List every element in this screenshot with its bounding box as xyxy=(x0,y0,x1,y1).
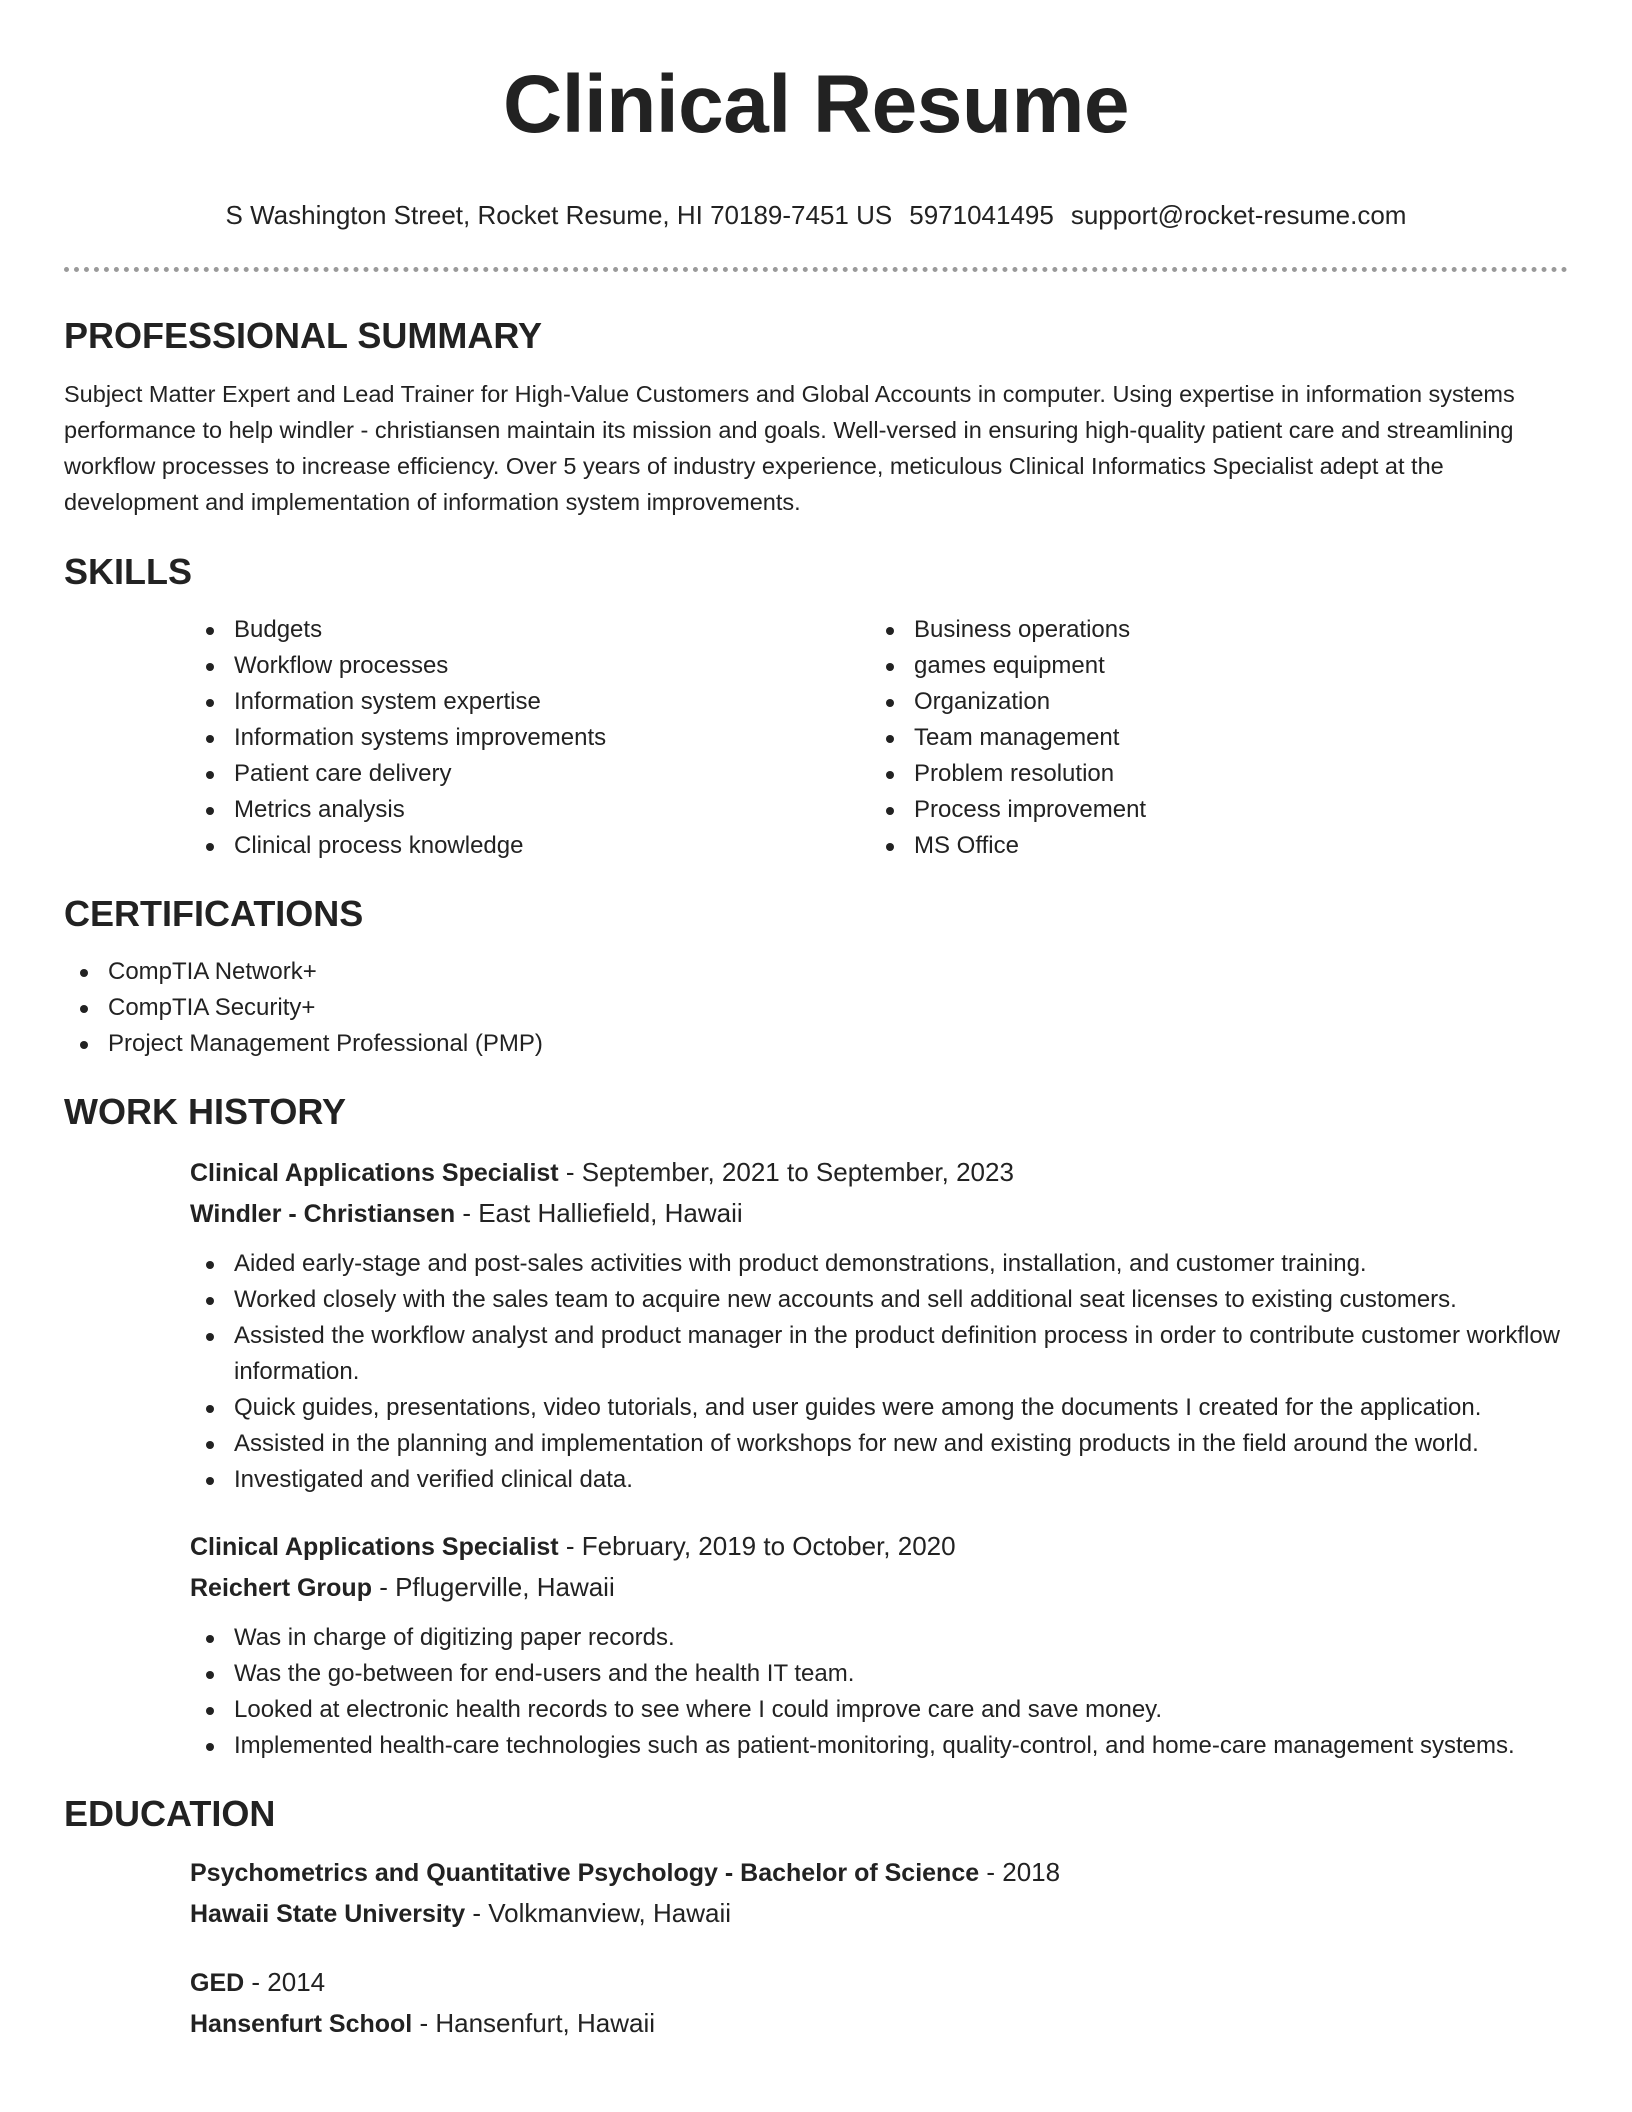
job-bullet: Quick guides, presentations, video tutorials, and user guides were among the documents I created for the application. xyxy=(190,1390,1568,1426)
education-location: - Hansenfurt, Hawaii xyxy=(412,2008,656,2038)
certifications-heading: CERTIFICATIONS xyxy=(64,893,364,934)
job-bullet: Investigated and verified clinical data. xyxy=(190,1462,1568,1498)
contact-address: S Washington Street, Rocket Resume, HI 70189-7451 US xyxy=(225,200,893,230)
skill-item: Organization xyxy=(870,684,1550,720)
education-section xyxy=(64,1792,1568,2044)
job-company-line xyxy=(190,1193,1568,1234)
education-year: - 2014 xyxy=(244,1967,326,1997)
job-bullets xyxy=(190,1620,1568,1764)
job-dates: - September, 2021 to September, 2023 xyxy=(558,1157,1014,1187)
skill-item: Patient care delivery xyxy=(190,756,870,792)
skills-column-right xyxy=(870,612,1550,864)
resume-name: Clinical Resume xyxy=(503,59,1129,150)
job-bullet: Worked closely with the sales team to acquire new accounts and sell additional seat licenses to existing customers. xyxy=(190,1282,1568,1318)
education-entry xyxy=(190,1852,1568,1934)
education-school-line xyxy=(190,2003,1568,2044)
skills-grid xyxy=(190,612,1568,864)
certifications-section xyxy=(64,892,1568,1062)
education-school: Hansenfurt School xyxy=(190,2010,413,2038)
skill-item: Workflow processes xyxy=(190,648,870,684)
skill-item: Budgets xyxy=(190,612,870,648)
skill-item: Business operations xyxy=(870,612,1550,648)
skill-item: Information system expertise xyxy=(190,684,870,720)
job-role: Clinical Applications Specialist xyxy=(190,1533,559,1561)
job-entry xyxy=(190,1152,1568,1498)
job-bullet: Assisted the workflow analyst and product manager in the product definition process in order to contribute customer workflow information. xyxy=(190,1318,1568,1390)
skill-item: Clinical process knowledge xyxy=(190,828,870,864)
education-entry xyxy=(190,1962,1568,2044)
job-company-line xyxy=(190,1567,1568,1608)
job-bullet: Was the go-between for end-users and the health IT team. xyxy=(190,1656,1568,1692)
certification-item: CompTIA Security+ xyxy=(64,990,1568,1026)
skills-heading: SKILLS xyxy=(64,551,193,592)
certification-item: Project Management Professional (PMP) xyxy=(64,1026,1568,1062)
certification-item: CompTIA Network+ xyxy=(64,954,1568,990)
job-entry xyxy=(190,1526,1568,1764)
skill-item: Problem resolution xyxy=(870,756,1550,792)
education-degree: GED xyxy=(190,1969,245,1997)
job-bullet: Was in charge of digitizing paper records. xyxy=(190,1620,1568,1656)
job-location: - Pflugerville, Hawaii xyxy=(371,1572,615,1602)
job-bullet: Looked at electronic health records to see where I could improve care and save money. xyxy=(190,1692,1568,1728)
education-heading: EDUCATION xyxy=(64,1793,276,1834)
summary-section xyxy=(64,314,1568,520)
education-location: - Volkmanview, Hawaii xyxy=(465,1898,732,1928)
education-school-line xyxy=(190,1893,1568,1934)
education-degree-line xyxy=(190,1962,1568,2003)
job-company: Reichert Group xyxy=(190,1574,372,1602)
job-bullets xyxy=(190,1246,1568,1498)
certifications-list xyxy=(64,954,1568,1062)
education-school: Hawaii State University xyxy=(190,1900,466,1928)
job-bullet: Aided early-stage and post-sales activities with product demonstrations, installation, and customer training. xyxy=(190,1246,1568,1282)
job-title-line xyxy=(190,1152,1568,1193)
skill-item: Team management xyxy=(870,720,1550,756)
education-year: - 2018 xyxy=(979,1857,1061,1887)
job-role: Clinical Applications Specialist xyxy=(190,1159,559,1187)
skill-item: Process improvement xyxy=(870,792,1550,828)
summary-text: Subject Matter Expert and Lead Trainer for High-Value Customers and Global Accounts in computer. Using expertise in information systems performance to help windler - christiansen maintain its mission and goals. Well-versed in ensuring high-quality patient care and streamlining workflow processes to increase efficiency. Over 5 years of industry experience, meticulous Clinical Informatics Specialist adept at the development and implementation of information system improvements. xyxy=(64,381,1515,515)
education-degree-line xyxy=(190,1852,1568,1893)
job-bullet: Assisted in the planning and implementation of workshops for new and existing products in the field around the world. xyxy=(190,1426,1568,1462)
work-history-section xyxy=(64,1090,1568,1764)
job-title-line xyxy=(190,1526,1568,1567)
skill-item: games equipment xyxy=(870,648,1550,684)
job-company: Windler - Christiansen xyxy=(190,1200,456,1228)
skills-section xyxy=(64,550,1568,864)
skill-item: MS Office xyxy=(870,828,1550,864)
contact-line xyxy=(64,199,1568,231)
header-divider xyxy=(64,267,1568,272)
job-bullet: Implemented health-care technologies such as patient-monitoring, quality-control, and home-care management systems. xyxy=(190,1728,1568,1764)
summary-heading: PROFESSIONAL SUMMARY xyxy=(64,315,543,356)
job-dates: - February, 2019 to October, 2020 xyxy=(558,1531,956,1561)
skill-item: Metrics analysis xyxy=(190,792,870,828)
contact-email: support@rocket-resume.com xyxy=(1070,200,1407,230)
skill-item: Information systems improvements xyxy=(190,720,870,756)
job-location: - East Halliefield, Hawaii xyxy=(455,1198,743,1228)
education-degree: Psychometrics and Quantitative Psychology - Bachelor of Science xyxy=(190,1859,980,1887)
contact-phone: 5971041495 xyxy=(909,200,1054,230)
work-history-heading: WORK HISTORY xyxy=(64,1091,347,1132)
skills-column-left xyxy=(190,612,870,864)
